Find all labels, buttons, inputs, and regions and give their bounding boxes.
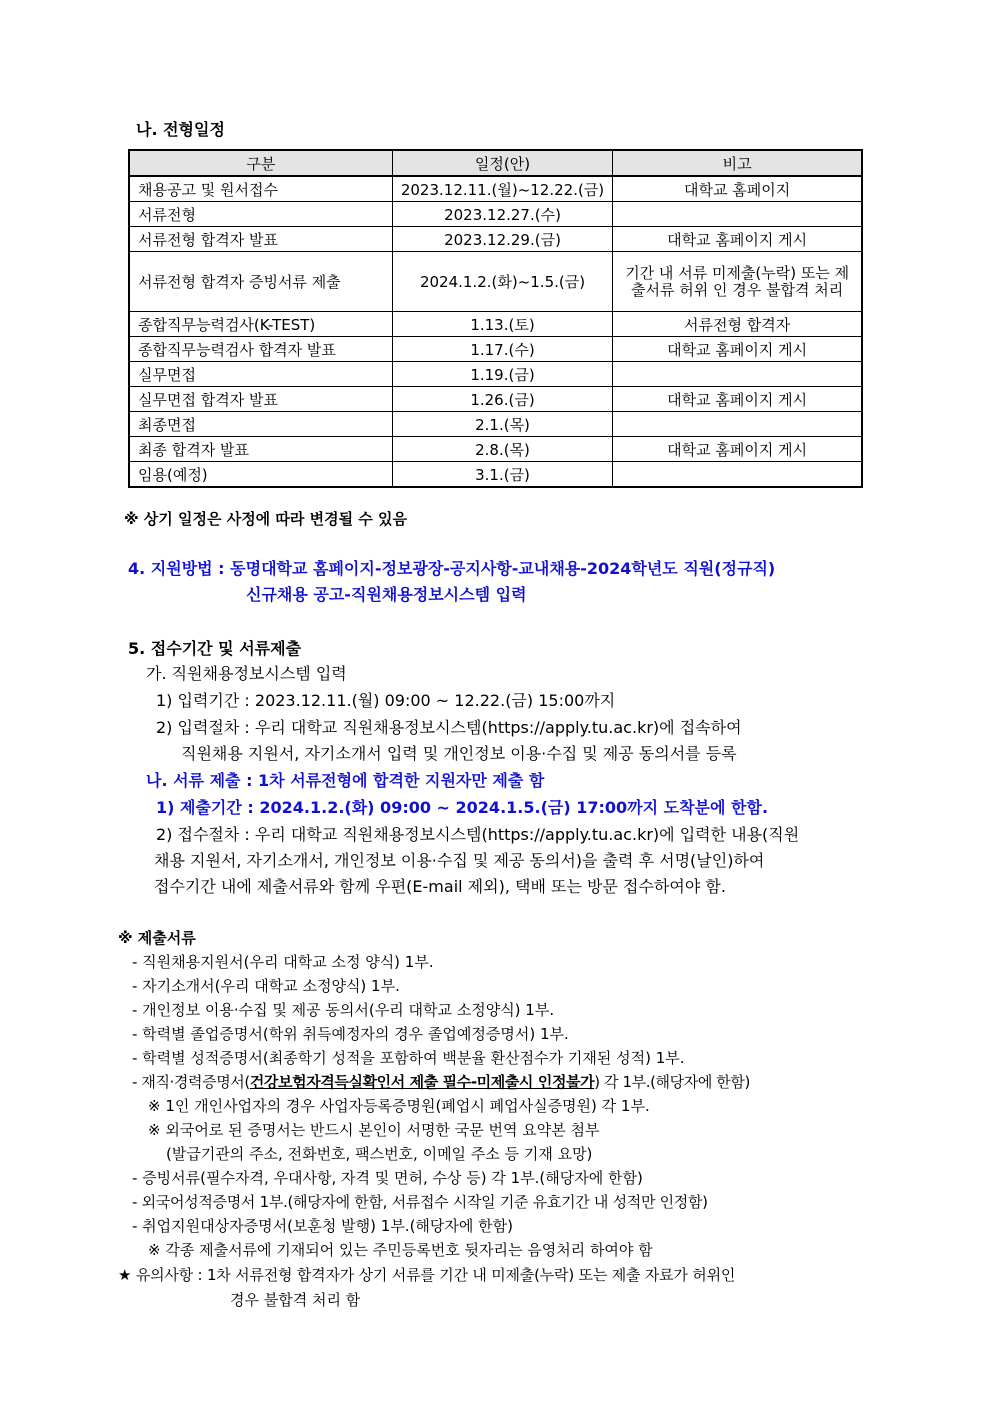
row-note: 대학교 홈페이지 게시 (613, 387, 862, 412)
caution-note: ★ 유의사항 : 1차 서류전형 합격자가 상기 서류를 기간 내 미제출(누락) 또는 제출 자료가 허위인 (118, 1266, 736, 1284)
documents-title: ※ 제출서류 (118, 929, 196, 947)
row-note (613, 362, 862, 387)
header-note: 비고 (613, 150, 862, 176)
document-item-emphasis: 건강보험자격득실확인서 제출 필수-미제출시 인정불가 (249, 1073, 595, 1091)
document-item-text: ) 각 1부.(해당자에 한함) (594, 1073, 750, 1091)
document-item: - 자기소개서(우리 대학교 소정양식) 1부. (132, 977, 400, 995)
row-category: 종합직무능력검사 합격자 발표 (129, 337, 392, 362)
row-date: 2.8.(목) (392, 437, 613, 462)
apply-method-path: 동명대학교 홈페이지-정보광장-공지사항-교내채용-2024학년도 직원(정규직) (230, 559, 776, 578)
header-date: 일정(안) (392, 150, 613, 176)
input-procedure: 2) 입력절차 : 우리 대학교 직원채용정보시스템(https://apply.tu.ac.kr)에 접속하여 (156, 718, 742, 737)
row-category: 임용(예정) (129, 462, 392, 488)
row-note (613, 412, 862, 437)
table-row (129, 412, 862, 437)
row-note: 대학교 홈페이지 게시 (613, 337, 862, 362)
table-row (129, 362, 862, 387)
document-note: ※ 외국어로 된 증명서는 반드시 본인이 서명한 국문 번역 요약본 첨부 (148, 1121, 600, 1139)
document-item: - 직원채용지원서(우리 대학교 소정 양식) 1부. (132, 953, 434, 971)
row-date: 3.1.(금) (392, 462, 613, 488)
document-item: - 증빙서류(필수자격, 우대사항, 자격 및 면허, 수상 등) 각 1부.(해당자에 한함) (132, 1169, 643, 1187)
input-period: 1) 입력기간 : 2023.12.11.(월) 09:00 ~ 12.22.(금) 15:00까지 (156, 691, 616, 710)
row-date: 2023.12.29.(금) (392, 227, 613, 252)
document-item: - 외국어성적증명서 1부.(해당자에 한함, 서류접수 시작일 기준 유효기간 내 성적만 인정함) (132, 1193, 708, 1211)
document-item: - 학력별 성적증명서(최종학기 성적을 포함하여 백분율 환산점수가 기재된 성적) 1부. (132, 1049, 685, 1067)
apply-method-path-cont: 신규채용 공고-직원채용정보시스템 입력 (246, 585, 527, 604)
row-note: 대학교 홈페이지 (613, 176, 862, 202)
row-note (613, 462, 862, 488)
row-date: 2024.1.2.(화)~1.5.(금) (392, 252, 613, 312)
section5-sub-a: 가. 직원채용정보시스템 입력 (146, 664, 347, 683)
row-date: 1.19.(금) (392, 362, 613, 387)
schedule-table (128, 149, 863, 488)
document-note: (발급기관의 주소, 전화번호, 팩스번호, 이메일 주소 등 기재 요망) (166, 1145, 593, 1163)
table-row (129, 462, 862, 488)
row-category: 최종면접 (129, 412, 392, 437)
section5-sub-b: 나. 서류 제출 : 1차 서류전형에 합격한 지원자만 제출 함 (146, 771, 545, 790)
table-row (129, 202, 862, 227)
document-item-text: - 재직·경력증명서( (132, 1073, 250, 1091)
apply-method (128, 556, 775, 579)
table-row (129, 252, 862, 312)
document-item: - 취업지원대상자증명서(보훈청 발행) 1부.(해당자에 한함) (132, 1217, 513, 1235)
document-note: ※ 각종 제출서류에 기재되어 있는 주민등록번호 뒷자리는 음영처리 하여야 함 (148, 1241, 653, 1259)
row-date: 1.26.(금) (392, 387, 613, 412)
row-note (613, 202, 862, 227)
table-row (129, 437, 862, 462)
table-row (129, 387, 862, 412)
row-category: 서류전형 합격자 발표 (129, 227, 392, 252)
row-category: 서류전형 (129, 202, 392, 227)
submit-procedure-cont2: 접수기간 내에 제출서류와 함께 우편(E-mail 제외), 택배 또는 방문 접수하여야 함. (154, 877, 726, 896)
row-date: 1.13.(토) (392, 312, 613, 337)
row-category: 채용공고 및 원서접수 (129, 176, 392, 202)
row-category: 실무면접 합격자 발표 (129, 387, 392, 412)
row-note: 대학교 홈페이지 게시 (613, 227, 862, 252)
input-procedure-cont: 직원채용 지원서, 자기소개서 입력 및 개인정보 이용·수집 및 제공 동의서를 등록 (181, 744, 737, 763)
row-note: 기간 내 서류 미제출(누락) 또는 제출서류 허위 인 경우 불합격 처리 (613, 252, 862, 312)
row-date: 2023.12.11.(월)~12.22.(금) (392, 176, 613, 202)
document-item (132, 1071, 750, 1092)
row-note: 서류전형 합격자 (613, 312, 862, 337)
document-note: ※ 1인 개인사업자의 경우 사업자등록증명원(폐업시 폐업사실증명원) 각 1부. (148, 1097, 650, 1115)
section5-title: 5. 접수기간 및 서류제출 (128, 639, 302, 658)
table-row (129, 227, 862, 252)
schedule-section-title: 나. 전형일정 (136, 120, 225, 139)
apply-method-label: 4. 지원방법 : (128, 559, 231, 578)
caution-note-cont: 경우 불합격 처리 함 (230, 1291, 361, 1309)
row-category: 서류전형 합격자 증빙서류 제출 (129, 252, 392, 312)
submit-period: 1) 제출기간 : 2024.1.2.(화) 09:00 ~ 2024.1.5.(금) 17:00까지 도착분에 한함. (156, 798, 769, 817)
submit-procedure-cont1: 채용 지원서, 자기소개서, 개인정보 이용·수집 및 제공 동의서)을 출력 후 서명(날인)하여 (154, 851, 765, 870)
document-item: - 학력별 졸업증명서(학위 취득예정자의 경우 졸업예정증명서) 1부. (132, 1025, 569, 1043)
table-row (129, 312, 862, 337)
row-date: 2023.12.27.(수) (392, 202, 613, 227)
schedule-note: ※ 상기 일정은 사정에 따라 변경될 수 있음 (124, 510, 407, 528)
submit-procedure: 2) 접수절차 : 우리 대학교 직원채용정보시스템(https://apply.tu.ac.kr)에 입력한 내용(직원 (156, 825, 800, 844)
document-item: - 개인정보 이용·수집 및 제공 동의서(우리 대학교 소정양식) 1부. (132, 1001, 555, 1019)
row-category: 최종 합격자 발표 (129, 437, 392, 462)
header-category: 구분 (129, 150, 392, 176)
row-category: 실무면접 (129, 362, 392, 387)
table-row (129, 337, 862, 362)
table-header-row (129, 150, 862, 176)
row-category: 종합직무능력검사(K-TEST) (129, 312, 392, 337)
table-row (129, 176, 862, 202)
row-date: 1.17.(수) (392, 337, 613, 362)
row-note: 대학교 홈페이지 게시 (613, 437, 862, 462)
row-date: 2.1.(목) (392, 412, 613, 437)
